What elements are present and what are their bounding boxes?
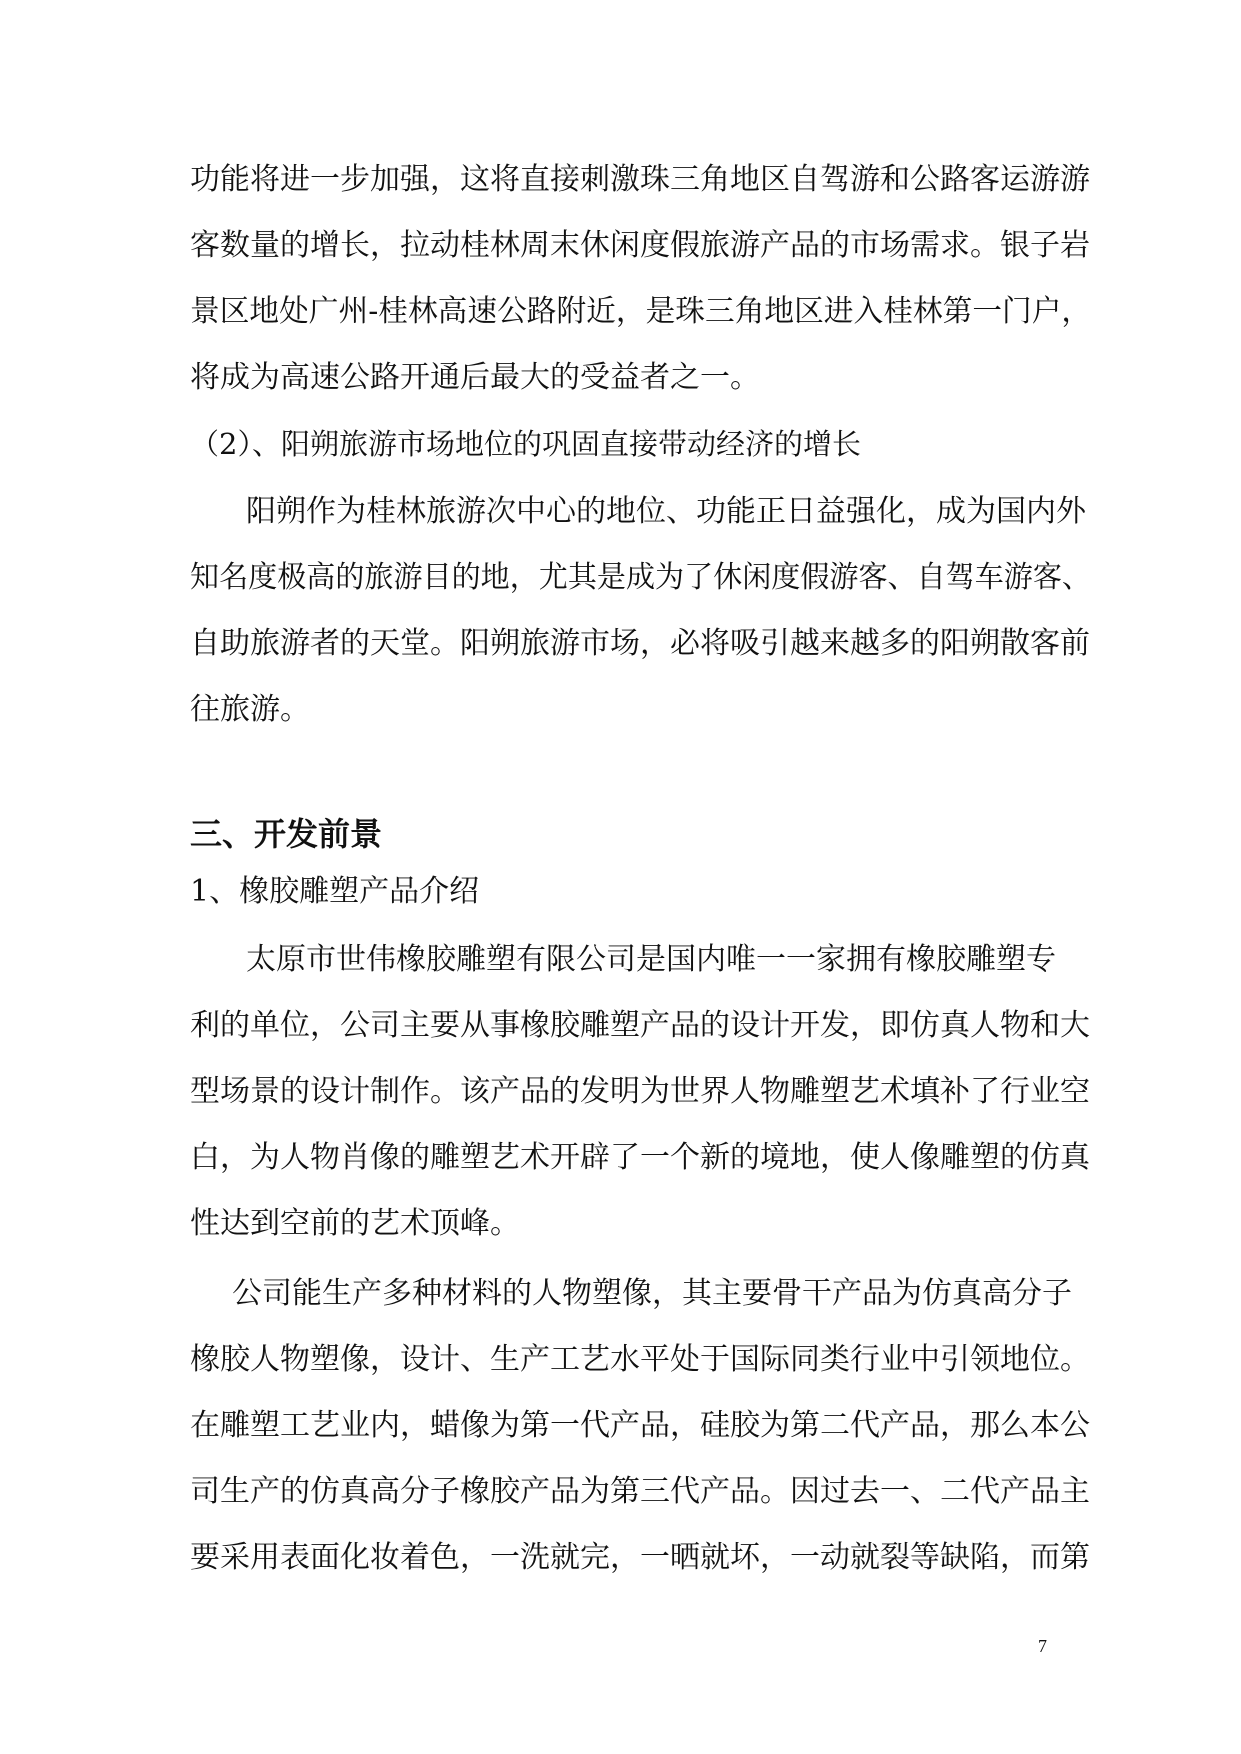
- paragraph-1-line-1: 功能将进一步加强，这将直接刺激珠三角地区自驾游和公路客运游游: [190, 162, 1090, 197]
- paragraph-1-line-4: 将成为高速公路开通后最大的受益者之一。: [190, 360, 760, 395]
- paragraph-2-line-4: 往旅游。: [190, 692, 310, 727]
- paragraph-4-line-2: 橡胶人物塑像，设计、生产工艺水平处于国际同类行业中引领地位。: [190, 1342, 1090, 1377]
- subheading-2: （2）、阳朔旅游市场地位的巩固直接带动经济的增长: [190, 427, 861, 461]
- paragraph-1-line-2: 客数量的增长，拉动桂林周末休闲度假旅游产品的市场需求。银子岩: [190, 228, 1090, 263]
- page-number: 7: [1038, 1636, 1047, 1656]
- paragraph-3-line-4: 白，为人物肖像的雕塑艺术开辟了一个新的境地，使人像雕塑的仿真: [190, 1140, 1090, 1175]
- paragraph-3-line-1: 太原市世伟橡胶雕塑有限公司是国内唯一一家拥有橡胶雕塑专: [246, 942, 1056, 977]
- paragraph-2-line-3: 自助旅游者的天堂。阳朔旅游市场，必将吸引越来越多的阳朔散客前: [190, 626, 1090, 661]
- paragraph-4-line-1: 公司能生产多种材料的人物塑像，其主要骨干产品为仿真高分子: [232, 1276, 1072, 1311]
- paragraph-3-line-2: 利的单位，公司主要从事橡胶雕塑产品的设计开发，即仿真人物和大: [190, 1008, 1090, 1043]
- paragraph-2-line-2: 知名度极高的旅游目的地，尤其是成为了休闲度假游客、自驾车游客、: [190, 560, 1091, 595]
- subheading-3: 1、橡胶雕塑产品介绍: [190, 874, 480, 909]
- paragraph-2-line-1: 阳朔作为桂林旅游次中心的地位、功能正日益强化，成为国内外: [246, 494, 1086, 529]
- paragraph-1-line-3: 景区地处广州-桂林高速公路附近，是珠三角地区进入桂林第一门户，: [190, 294, 1092, 329]
- paragraph-4-line-4: 司生产的仿真高分子橡胶产品为第三代产品。因过去一、二代产品主: [190, 1474, 1090, 1509]
- section-heading: 三、开发前景: [190, 815, 383, 853]
- paragraph-4-line-5: 要采用表面化妆着色，一洗就完，一晒就坏，一动就裂等缺陷，而第: [190, 1540, 1090, 1575]
- paragraph-3-line-5: 性达到空前的艺术顶峰。: [190, 1206, 520, 1241]
- paragraph-3-line-3: 型场景的设计制作。该产品的发明为世界人物雕塑艺术填补了行业空: [190, 1074, 1090, 1109]
- paragraph-4-line-3: 在雕塑工艺业内，蜡像为第一代产品，硅胶为第二代产品，那么本公: [190, 1408, 1090, 1443]
